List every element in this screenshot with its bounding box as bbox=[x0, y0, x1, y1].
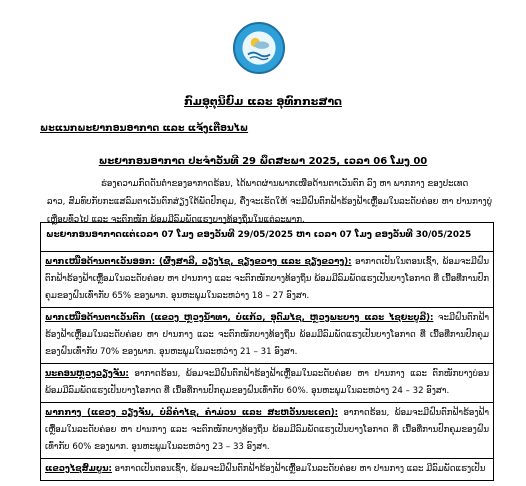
region-name: ພາກເໜືອດ້ານຕາເວັນຕົກ (ແຂວງ ຫຼວງນ້ຳທາ, ບໍ່ແກ້ວ, ອຸດົມໄຊ, ຫຼວງພະບາງ ແລະ ໄຊຍະບູລີ): bbox=[45, 313, 434, 323]
logo-emblem bbox=[235, 24, 283, 72]
table-header: ພະຍາກອນອາກາດແຕ່ເວລາ 07 ໂມງ ຂອງວັນທີ 29/05/2025 ຫາ ເວລາ 07 ໂມງ ຂອງວັນທີ 30/05/2025 bbox=[41, 223, 493, 252]
region-name: ນະຄອນຫຼວງວຽງຈັນ: bbox=[45, 369, 129, 379]
region-forecast: ອາກາດຮ້ອນ, ພ້ອມຈະມີຝົນຕົກຟ້າຮ້ອງຟ້າເຫຼື້ອມໃນລະດັບຄ່ອຍ ຫາ ປານກາງ ແລະ ຕົກໜັກບາງບ່ອນພ້ອມມີລົມພັດແຮງເປັນບາງໂອກາດ ທີ່ ເນື້ອທີ່ການປົກຄຸມຂອງຝົນເທົ່າກັບ 60%. ອຸນຫະພູມໃນລະຫວ່າງ 24 – 32 ອົງສາ. bbox=[45, 369, 489, 396]
table-row bbox=[41, 403, 493, 459]
region-name: ພາກກາງ (ແຂວງ ວຽງຈັນ, ບໍລິຄຳໄຊ, ຄຳມ່ວນ ແລະ ສະຫວັນນະເຂດ): bbox=[45, 408, 339, 418]
intro-line-1: ຮ່ອງຄວາມກົດດັນຕ່ຳຂອງອາກາດຮ້ອນ, ໄດ້ພາດຜ່ານພາກເໜືອດ້ານຕາເວັນຕົກ ລົງ ຫາ ພາກກາງ ຂອງປະເທດ bbox=[101, 179, 469, 189]
table-row bbox=[41, 252, 493, 308]
region-forecast: ອາກາດຮ້ອນ, ພ້ອມຈະມີຝົນຕົກຟ້າຮ້ອງຟ້າເຫຼື້ອມໃນລະດັບຄ່ອຍ ຫາ ປານກາງ ແລະ ຈະຕົກໜັກບາງທ້ອງຖິ່ນ ພ້ອມມີລົມພັດແຮງເປັນບາງໂອກາດ ທີ່ ເນື້ອທີ່ການປົກຄຸມຂອງຝົນເທົ່າກັບ 60% ຂອງພາກ. ອຸນຫະພູມໃນລະຫວ່າງ 23 – 33 ອົງສາ. bbox=[45, 408, 489, 452]
region-name: ພາກເໜືອດ້ານຕາເວັນອອກ: (ຜົ້ງສາລີ, ວຽງໄຊ, ຊຽງຂວາງ ແລະ ຊຽງຂວາງ): bbox=[45, 257, 352, 267]
region-name: ແຂວງໄຊສົມບູນ: bbox=[45, 464, 112, 474]
forecast-title: ພະຍາກອນອາກາດ ປະຈຳວັນທີ 29 ພຶດສະພາ 2025, ເວລາ 06 ໂມງ 00 bbox=[98, 156, 428, 167]
forecast-intro bbox=[47, 175, 492, 229]
region-forecast: ຈະມີຝົນຕົກຟ້າຮ້ອງຟ້າເຫຼື້ອມໃນລະດັບຄ່ອຍ ຫາ ປານກາງ ແລະ ຈະຕົກໜັກບາງທ້ອງຖິ່ນ ພ້ອມມີລົມພັດແຮງເປັນບາງໂອກາດ ທີ່ ເນື້ອທີ່ການປົກຄຸມຂອງຝົນເທົ່າກັບ 70% ຂອງພາກ. ອຸນຫະພູມໃນລະຫວ່າງ 21 – 31 ອົງສາ. bbox=[45, 313, 489, 357]
forecast-table bbox=[40, 222, 494, 481]
region-forecast: ອາກາດເປັນຕອນເຊົ້າ, ພ້ອມຈະມີຝົນຕົກຟ້າຮ້ອງຟ້າເຫຼື້ອມໃນລະດັບຄ່ອຍ ຫາ ປານກາງ ແລະ ມີລົມພັດແຮງເປັນ bbox=[111, 464, 486, 474]
table-row bbox=[41, 308, 493, 364]
division-name: ພະແນກພະຍາກອນອາກາດ ແລະ ແຈ້ງເຕືອນໄພ bbox=[40, 123, 249, 134]
department-logo-icon bbox=[233, 22, 285, 74]
table-row bbox=[41, 459, 493, 480]
department-name: ກົມອຸຕຸນິຍົມ ແລະ ອຸທົກກະສາດ bbox=[184, 95, 342, 108]
region-forecast: ອາກາດເປັນໃນຕອນເຊົ້າ, ພ້ອມຈະມີຝົນຕົກຟ້າຮ້ອງຟ້າເຫຼື້ອມໃນລະດັບຄ່ອຍ ຫາ ປານກາງ ແລະ ຈະຕົກໜັກບາງທ້ອງຖິ່ນ ພ້ອມມີລົມພັດແຮງເປັນບາງໂອກາດ ທີ່ ເນື້ອທີ່ການປົກຄຸມຂອງຝົນເທົ່າກັບ 65% ຂອງພາກ. ອຸນຫະພູມໃນລະຫວ່າງ 18 – 27 ອົງສາ. bbox=[45, 257, 489, 301]
table-row bbox=[41, 364, 493, 403]
intro-rest: ລາວ, ສົມທົບກັບກະແສລົມຕາເວັນຕົກສ່ຽງໃຕ້ພັດປົກຄຸມ, ຄື່ງຈະເຮັດໃຫ້ ຈະມີຝົນຕົກຟ້າຮ້ອງຟ້າເຫຼື້ອມໃນລະດັບຄ່ອຍ ຫາ ປານກາງບູ່ເຫຼືອບທົ່ວໄປ ແລະ ຈະຕົກໜັກ ພ້ອມມີລົມພັດແຮງບາງທ້ອງຖິ່ນໃນແຕ່ລະພາກ. bbox=[47, 197, 492, 225]
